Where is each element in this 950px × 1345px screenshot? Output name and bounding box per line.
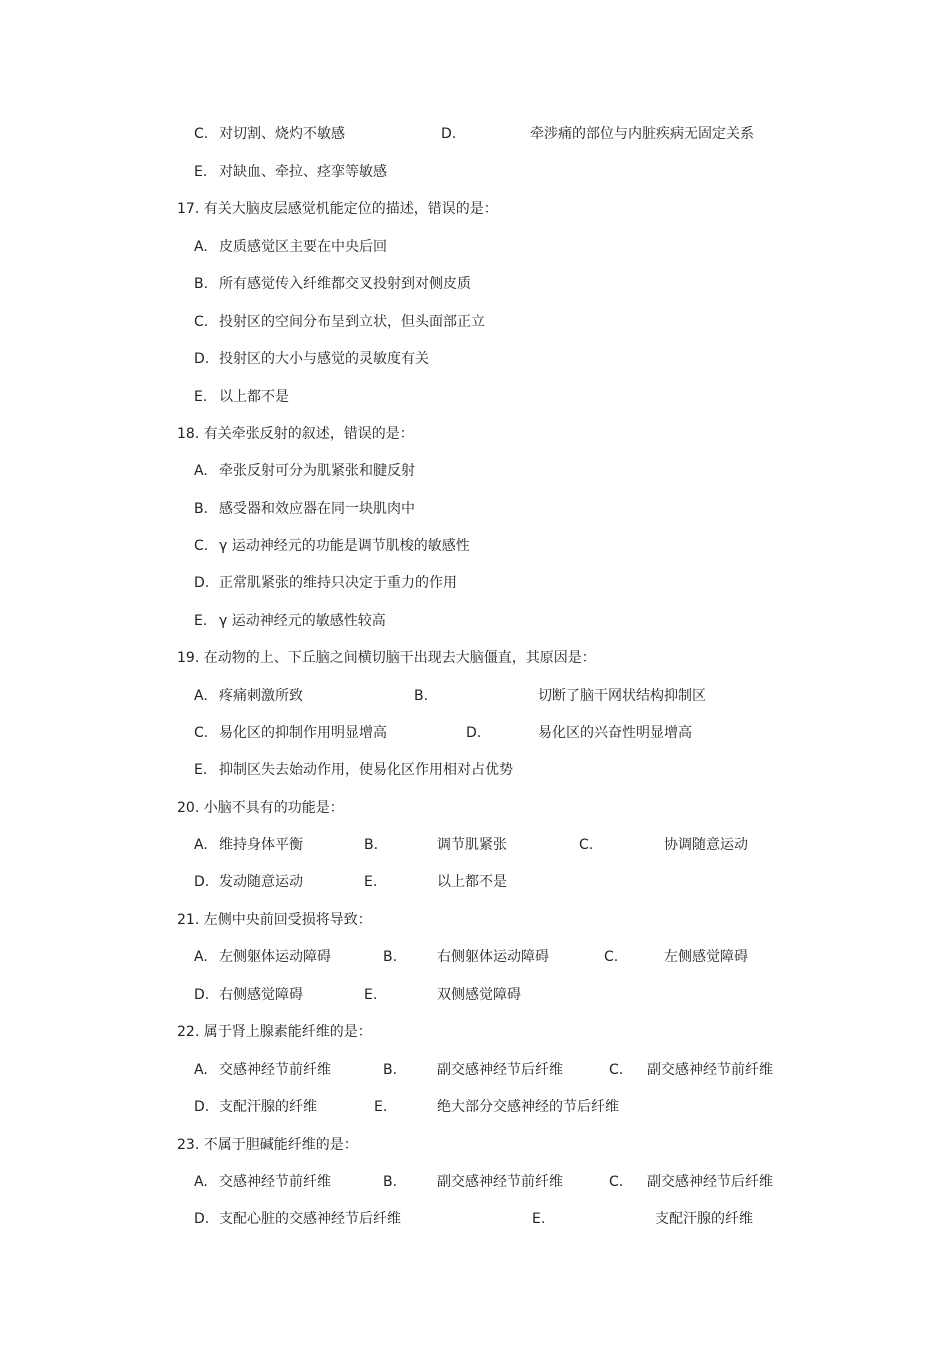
option-letter: D. (194, 575, 210, 591)
option-letter: C. (579, 837, 594, 853)
option-text: 投射区的大小与感觉的灵敏度有关 (219, 351, 429, 367)
option-letter: E. (364, 874, 378, 890)
option-letter: B. (383, 1174, 398, 1190)
question-stem: 19. 在动物的上、下丘脑之间横切脑干出现去大脑僵直，其原因是： (177, 650, 596, 666)
option-letter: C. (194, 725, 209, 741)
option-letter: B. (383, 949, 398, 965)
option-letter: D. (194, 874, 210, 890)
option-letter: E. (194, 762, 208, 778)
option-text: 易化区的兴奋性明显增高 (538, 725, 692, 741)
option-letter: E. (532, 1211, 546, 1227)
option-letter: D. (466, 725, 482, 741)
option-letter: A. (194, 949, 208, 965)
option-text: 对切割、烧灼不敏感 (219, 126, 345, 142)
option-letter: A. (194, 239, 208, 255)
question-stem: 20. 小脑不具有的功能是： (177, 800, 344, 816)
option-text: 右侧躯体运动障碍 (437, 949, 549, 965)
option-letter: B. (414, 688, 429, 704)
option-text: 皮质感觉区主要在中央后回 (219, 239, 387, 255)
question-stem: 17. 有关大脑皮层感觉机能定位的描述，错误的是： (177, 201, 498, 217)
question-stem: 21. 左侧中央前回受损将导致： (177, 912, 372, 928)
option-letter: C. (609, 1174, 624, 1190)
option-text: 牵张反射可分为肌紧张和腱反射 (219, 463, 415, 479)
option-letter: A. (194, 1174, 208, 1190)
option-letter: B. (194, 276, 209, 292)
option-text: 调节肌紧张 (437, 837, 507, 853)
question-stem: 23. 不属于胆碱能纤维的是： (177, 1137, 358, 1153)
option-text: 副交感神经节后纤维 (647, 1174, 773, 1190)
option-letter: B. (194, 501, 209, 517)
option-letter: C. (194, 314, 209, 330)
option-letter: C. (194, 538, 209, 554)
question-stem: 18. 有关牵张反射的叙述，错误的是： (177, 426, 414, 442)
option-letter: D. (194, 1099, 210, 1115)
option-text: 副交感神经节前纤维 (437, 1174, 563, 1190)
option-letter: E. (194, 389, 208, 405)
option-text: 对缺血、牵拉、痉挛等敏感 (219, 164, 387, 180)
option-letter: E. (194, 164, 208, 180)
option-text: γ 运动神经元的敏感性较高 (219, 613, 386, 629)
option-text: 维持身体平衡 (219, 837, 303, 853)
option-letter: C. (194, 126, 209, 142)
option-text: 交感神经节前纤维 (219, 1174, 331, 1190)
option-letter: D. (194, 987, 210, 1003)
option-text: 切断了脑干网状结构抑制区 (538, 688, 706, 704)
option-text: 发动随意运动 (219, 874, 303, 890)
option-text: 投射区的空间分布呈到立状，但头面部正立 (219, 314, 485, 330)
option-letter: A. (194, 837, 208, 853)
option-letter: E. (194, 613, 208, 629)
option-letter: D. (441, 126, 457, 142)
option-text: 以上都不是 (219, 389, 289, 405)
option-text: 支配汗腺的纤维 (219, 1099, 317, 1115)
option-text: 双侧感觉障碍 (437, 987, 521, 1003)
option-letter: D. (194, 351, 210, 367)
option-text: 抑制区失去始动作用，使易化区作用相对占优势 (219, 762, 513, 778)
option-text: 支配汗腺的纤维 (655, 1211, 753, 1227)
option-letter: B. (383, 1062, 398, 1078)
option-text: 所有感觉传入纤维都交叉投射到对侧皮质 (219, 276, 471, 292)
option-text: 感受器和效应器在同一块肌肉中 (219, 501, 415, 517)
option-letter: A. (194, 688, 208, 704)
option-text: 疼痛刺激所致 (219, 688, 303, 704)
option-text: 副交感神经节前纤维 (647, 1062, 773, 1078)
option-text: γ 运动神经元的功能是调节肌梭的敏感性 (219, 538, 470, 554)
option-text: 易化区的抑制作用明显增高 (219, 725, 387, 741)
option-letter: D. (194, 1211, 210, 1227)
option-text: 牵涉痛的部位与内脏疾病无固定关系 (530, 126, 754, 142)
option-letter: C. (609, 1062, 624, 1078)
option-text: 支配心脏的交感神经节后纤维 (219, 1211, 401, 1227)
option-letter: E. (364, 987, 378, 1003)
option-text: 副交感神经节后纤维 (437, 1062, 563, 1078)
option-letter: B. (364, 837, 379, 853)
option-letter: A. (194, 463, 208, 479)
option-text: 绝大部分交感神经的节后纤维 (437, 1099, 619, 1115)
option-letter: A. (194, 1062, 208, 1078)
question-stem: 22. 属于肾上腺素能纤维的是： (177, 1024, 372, 1040)
option-text: 以上都不是 (437, 874, 507, 890)
option-letter: C. (604, 949, 619, 965)
option-text: 协调随意运动 (664, 837, 748, 853)
option-text: 左侧躯体运动障碍 (219, 949, 331, 965)
option-text: 右侧感觉障碍 (219, 987, 303, 1003)
option-text: 正常肌紧张的维持只决定于重力的作用 (219, 575, 457, 591)
option-text: 左侧感觉障碍 (664, 949, 748, 965)
option-letter: E. (374, 1099, 388, 1115)
option-text: 交感神经节前纤维 (219, 1062, 331, 1078)
